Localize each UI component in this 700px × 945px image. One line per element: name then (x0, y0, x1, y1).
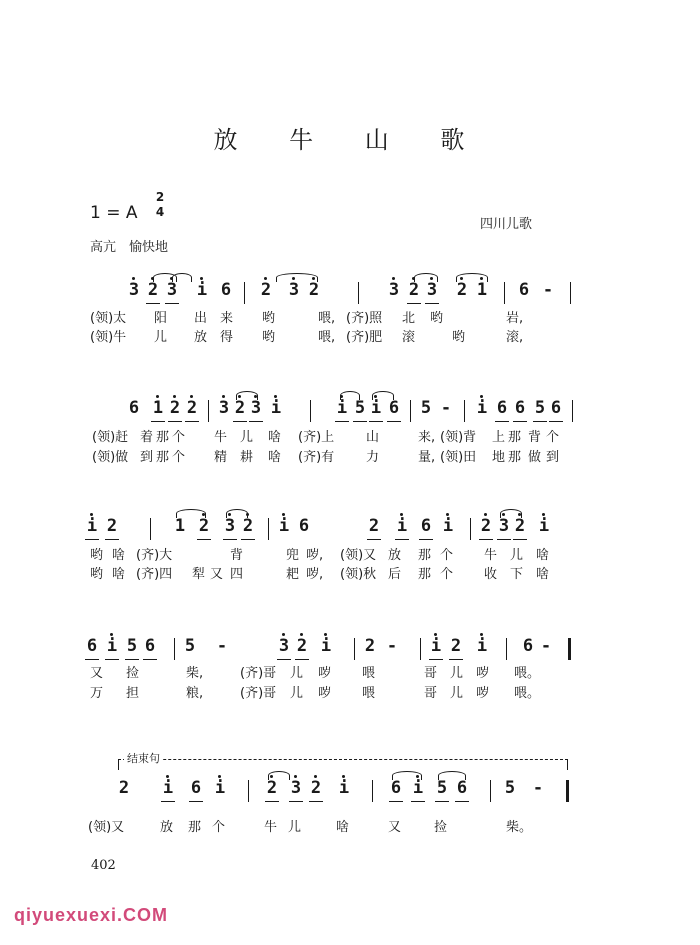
lyric: 放 (388, 548, 402, 563)
note: 3 (216, 388, 232, 428)
note: 5 (434, 768, 450, 808)
note: 2 (448, 626, 464, 666)
dash: - (540, 636, 552, 656)
lyric: 柴, (186, 666, 204, 681)
barline (504, 282, 505, 304)
note: 6 (84, 626, 100, 666)
meter-top: 2 (155, 190, 165, 204)
slur (172, 273, 192, 282)
lyric: 儿 (450, 686, 464, 701)
lyric: 滚 (402, 330, 416, 345)
note: 2 (118, 778, 130, 798)
note: 2 (308, 768, 324, 808)
lyric: 儿 (450, 666, 464, 681)
lyric: 出 (194, 311, 208, 326)
barline (372, 780, 373, 802)
barline (150, 518, 151, 540)
lyric: (齐)上 (298, 430, 335, 445)
lyric: 四 (230, 567, 244, 582)
lyric: 喂, (318, 330, 336, 345)
ending-label: 结束句 (124, 750, 163, 766)
lyric-line (0, 428, 700, 448)
note: 5 (352, 388, 368, 428)
lyric: 儿 (240, 430, 254, 445)
lyric: 喂, (318, 311, 336, 326)
lyric: 背 (528, 430, 542, 445)
barline (248, 780, 249, 802)
lyric: (领)又 (88, 820, 125, 835)
lyric: 上 (492, 430, 506, 445)
note: i (474, 388, 490, 428)
lyric: 力 (366, 450, 380, 465)
lyric: 哟 (90, 548, 104, 563)
note: 5 (184, 636, 196, 656)
lyric: 牛 (264, 820, 278, 835)
lyric: 哟 (430, 311, 444, 326)
note: 2 (406, 270, 422, 310)
barline (310, 400, 311, 422)
lyric: (领)太 (90, 311, 127, 326)
lyric: 到 (546, 450, 560, 465)
lyric: 兜 (286, 548, 300, 563)
lyric: (齐)四 (136, 567, 173, 582)
watermark-logo: qiyuexuexi.COM (14, 905, 169, 925)
note: 6 (418, 506, 434, 546)
note: i (474, 626, 490, 666)
lyric: 啥 (268, 430, 282, 445)
lyric: 那 (418, 567, 432, 582)
lyric: 啥 (112, 567, 126, 582)
note: 2 (306, 270, 322, 310)
lyric: 北 (402, 311, 416, 326)
lyric-line (0, 546, 700, 566)
lyric: (齐)有 (298, 450, 335, 465)
slur (392, 771, 422, 780)
note: 3 (248, 388, 264, 428)
lyric: 牛 (484, 548, 498, 563)
slur (268, 771, 290, 780)
note: i (428, 626, 444, 666)
note: 3 (424, 270, 440, 310)
lyric: 那 (156, 430, 170, 445)
lyric: 啥 (336, 820, 350, 835)
barline (490, 780, 491, 802)
lyric: 喂。 (514, 686, 541, 701)
note: i (536, 506, 552, 546)
lyric: 着 (140, 430, 154, 445)
notation-row (0, 506, 700, 546)
lyric: 儿 (290, 666, 304, 681)
lyric: 哕, (306, 567, 324, 582)
slur (438, 771, 466, 780)
lyric: 又 (90, 666, 104, 681)
lyric: 做 (528, 450, 542, 465)
dash: - (532, 778, 544, 798)
note: 5 (124, 626, 140, 666)
barline (244, 282, 245, 304)
note: i (440, 506, 456, 546)
note: i (194, 270, 210, 310)
note: 6 (388, 768, 404, 808)
lyric: 万 (90, 686, 104, 701)
note: 6 (298, 516, 310, 536)
page-number: 402 (91, 858, 116, 873)
note: i (318, 626, 334, 666)
lyric: 哟 (262, 330, 276, 345)
lyric: 儿 (154, 330, 168, 345)
note: 6 (454, 768, 470, 808)
lyric: 精 (214, 450, 228, 465)
lyric-line (0, 565, 700, 585)
lyric: 犁 (192, 567, 206, 582)
slur (372, 391, 394, 400)
lyric: 哟 (90, 567, 104, 582)
lyric: 背 (230, 548, 244, 563)
note: 1 (474, 270, 490, 310)
barline (570, 282, 571, 304)
lyric-line (0, 818, 700, 838)
note: 6 (518, 280, 530, 300)
lyric: 哕 (318, 666, 332, 681)
lyric: 个 (440, 567, 454, 582)
lyric-line (0, 309, 700, 329)
slur (500, 509, 522, 518)
lyric: 那 (508, 450, 522, 465)
lyric: 耕 (240, 450, 254, 465)
lyric: 耙 (286, 567, 300, 582)
page-title: 放 牛 山 歌 (213, 126, 487, 154)
lyric: 又 (388, 820, 402, 835)
lyric: 来, (418, 430, 436, 445)
song-source: 四川儿歌 (480, 217, 533, 232)
note: i (336, 768, 352, 808)
slur (414, 273, 438, 282)
note: 2 (512, 506, 528, 546)
lyric: 哟 (262, 311, 276, 326)
lyric: 个 (172, 430, 186, 445)
lyric: 哕 (476, 666, 490, 681)
note: 2 (240, 506, 256, 546)
lyric: (领)秋 (340, 567, 377, 582)
lyric: 放 (194, 330, 208, 345)
note: 6 (494, 388, 510, 428)
lyric: 来 (220, 311, 234, 326)
lyric: 个 (172, 450, 186, 465)
notation-row (0, 270, 700, 310)
slur (276, 273, 318, 282)
lyric: 得 (220, 330, 234, 345)
tempo-marking: 高亢 愉快地 (90, 240, 169, 255)
slur (236, 391, 258, 400)
lyric: (领)背 (440, 430, 477, 445)
lyric: 哕 (476, 686, 490, 701)
note: i (212, 768, 228, 808)
note: i (394, 506, 410, 546)
notation-row (0, 626, 700, 666)
lyric: 放 (160, 820, 174, 835)
lyric: 后 (388, 567, 402, 582)
note: 3 (288, 768, 304, 808)
note: i (368, 388, 384, 428)
note: 3 (222, 506, 238, 546)
note: 2 (294, 626, 310, 666)
note: 2 (454, 270, 470, 310)
lyric: 啥 (536, 548, 550, 563)
lyric: 那 (188, 820, 202, 835)
lyric: 粮, (186, 686, 204, 701)
lyric: 个 (546, 430, 560, 445)
note: 3 (164, 270, 180, 310)
lyric: 牛 (214, 430, 228, 445)
lyric: 到 (140, 450, 154, 465)
lyric: 哥 (424, 666, 438, 681)
lyric: 个 (212, 820, 226, 835)
lyric: 下 (510, 567, 524, 582)
note: 6 (128, 398, 140, 418)
dash: - (542, 280, 554, 300)
lyric: 喂 (362, 666, 376, 681)
dash: - (440, 398, 452, 418)
note: 2 (145, 270, 161, 310)
note: 6 (142, 626, 158, 666)
note: 5 (504, 778, 516, 798)
lyric: 那 (508, 430, 522, 445)
note: 3 (276, 626, 292, 666)
dash: - (216, 636, 228, 656)
lyric: 山 (366, 430, 380, 445)
note: i (84, 506, 100, 546)
meter-bottom: 4 (155, 205, 165, 219)
note: 6 (386, 388, 402, 428)
note: 6 (512, 388, 528, 428)
lyric: 柴。 (506, 820, 533, 835)
barline (470, 518, 471, 540)
slur (226, 509, 248, 518)
note: 1 (174, 516, 186, 536)
note: 6 (220, 280, 232, 300)
lyric: 捡 (434, 820, 448, 835)
lyric: 岩, (506, 311, 524, 326)
note: 3 (286, 270, 302, 310)
lyric: 哕 (318, 686, 332, 701)
barline (420, 638, 421, 660)
key-signature: 1 = A (90, 203, 138, 223)
note: 6 (522, 636, 534, 656)
barline (268, 518, 269, 540)
lyric: 地 (492, 450, 506, 465)
ending-notation-row (0, 752, 700, 808)
note: 2 (264, 768, 280, 808)
lyric: 喂 (362, 686, 376, 701)
lyric: 哥 (424, 686, 438, 701)
lyric: 个 (440, 548, 454, 563)
lyric: 喂。 (514, 666, 541, 681)
note: i (410, 768, 426, 808)
dash: - (386, 636, 398, 656)
lyric: 捡 (126, 666, 140, 681)
note: 1 (150, 388, 166, 428)
note: 6 (548, 388, 564, 428)
barline (354, 638, 355, 660)
lyric: 量, (418, 450, 436, 465)
note: 2 (184, 388, 200, 428)
lyric: (领)又 (340, 548, 377, 563)
lyric: (领)赶 (92, 430, 129, 445)
note: 2 (366, 506, 382, 546)
lyric: (齐)照 (346, 311, 383, 326)
lyric: 滚, (506, 330, 524, 345)
note: 3 (126, 270, 142, 310)
note: 2 (167, 388, 183, 428)
note: i (104, 626, 120, 666)
lyric-line (0, 664, 700, 684)
lyric: 又 (210, 567, 224, 582)
note: 5 (532, 388, 548, 428)
lyric: 啥 (536, 567, 550, 582)
barline (506, 638, 507, 660)
lyric: 啥 (268, 450, 282, 465)
barline (410, 400, 411, 422)
note: 2 (478, 506, 494, 546)
final-barline (566, 780, 569, 802)
note: i (276, 506, 292, 546)
lyric: 阳 (154, 311, 168, 326)
note: i (160, 768, 176, 808)
lyric: 担 (126, 686, 140, 701)
lyric: 那 (418, 548, 432, 563)
lyric: (齐)哥 (240, 666, 277, 681)
lyric: (齐)哥 (240, 686, 277, 701)
lyric: 儿 (288, 820, 302, 835)
slur (456, 273, 488, 282)
lyric: (领)做 (92, 450, 129, 465)
barline (174, 638, 175, 660)
lyric: 那 (156, 450, 170, 465)
lyric-line (0, 684, 700, 704)
note: 2 (196, 506, 212, 546)
lyric: (领)牛 (90, 330, 127, 345)
lyric-line (0, 448, 700, 468)
lyric: (领)田 (440, 450, 477, 465)
slur (176, 509, 206, 518)
notation-row (0, 388, 700, 428)
note: 3 (386, 270, 402, 310)
note: 6 (188, 768, 204, 808)
note: 2 (104, 506, 120, 546)
note: 2 (232, 388, 248, 428)
note: 2 (258, 270, 274, 310)
lyric: 收 (484, 567, 498, 582)
slur (340, 391, 360, 400)
lyric: (齐)大 (136, 548, 173, 563)
lyric-line (0, 328, 700, 348)
note: 3 (496, 506, 512, 546)
note: i (334, 388, 350, 428)
barline (464, 400, 465, 422)
barline (208, 400, 209, 422)
lyric: 儿 (510, 548, 524, 563)
repeat-barline (568, 638, 571, 660)
lyric: (齐)肥 (346, 330, 383, 345)
barline (358, 282, 359, 304)
lyric: 哟 (452, 330, 466, 345)
note: 2 (364, 636, 376, 656)
time-signature (152, 190, 168, 220)
lyric: 啥 (112, 548, 126, 563)
note: i (268, 388, 284, 428)
note: 5 (420, 398, 432, 418)
barline (572, 400, 573, 422)
lyric: 儿 (290, 686, 304, 701)
lyric: 哕, (306, 548, 324, 563)
